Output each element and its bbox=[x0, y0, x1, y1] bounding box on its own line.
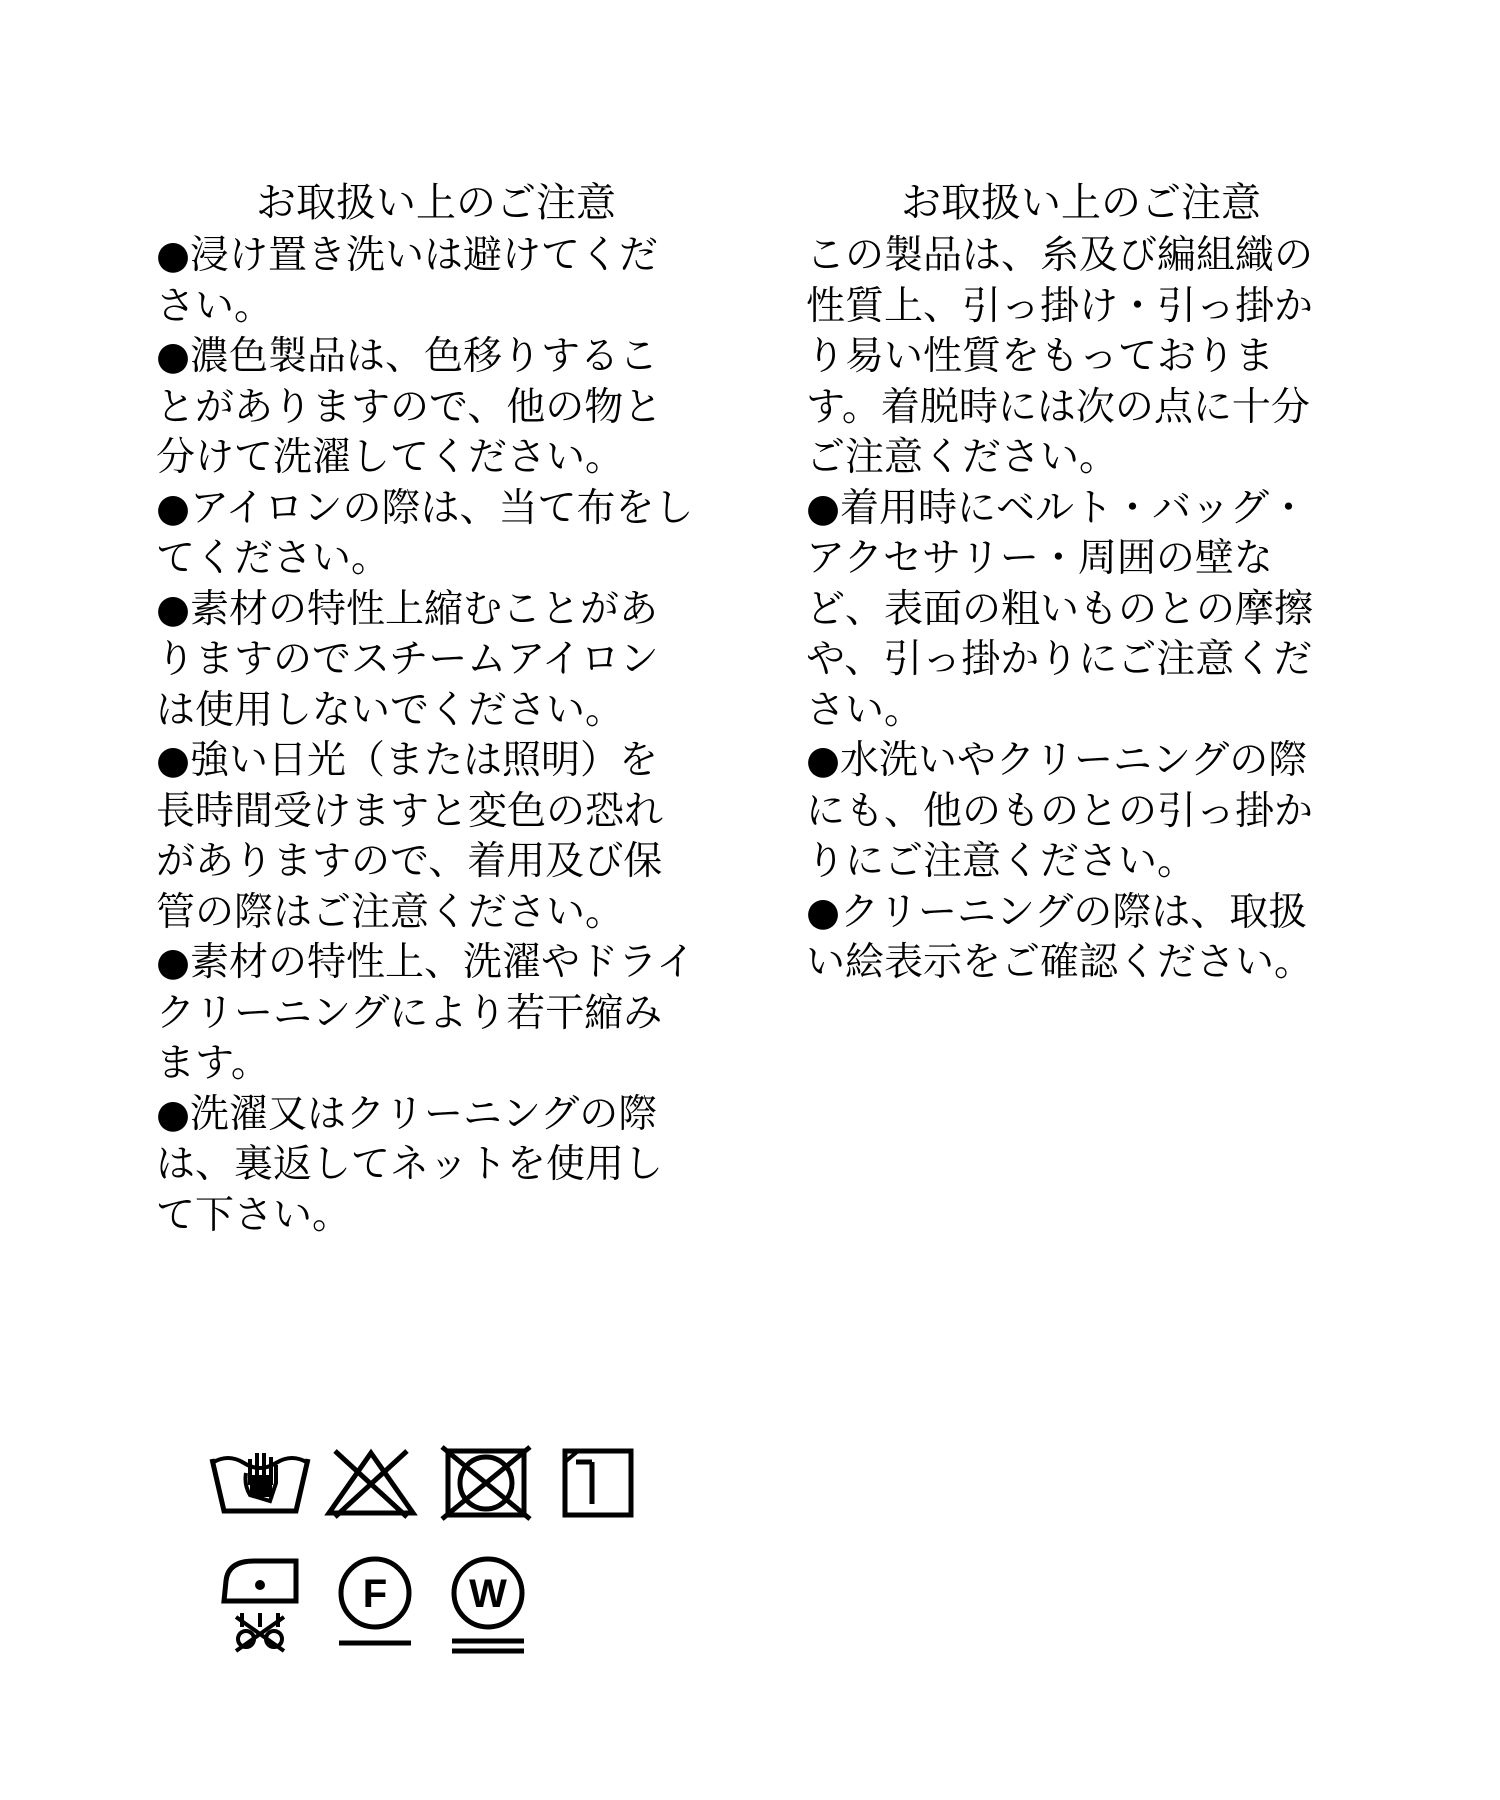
list-item: ●素材の特性上縮むことがありますのでスチームアイロンは使用しないでください。 bbox=[156, 586, 659, 733]
right-intro: この製品は、糸及び編組織の性質上、引っ掛け・引っ掛かり易い性質をもっております。着脱時には次の点に十分ご注意ください。 bbox=[806, 233, 1314, 480]
right-notice-list bbox=[806, 484, 1346, 989]
list-item: ●クリーニングの際は、取扱い絵表示をご確認ください。 bbox=[806, 889, 1314, 985]
wet-clean-w-icon bbox=[448, 1555, 528, 1655]
no-bleach-icon bbox=[325, 1447, 417, 1519]
list-item: ●着用時にベルト・バッグ・アクセサリー・周囲の壁など、表面の粗いものとの摩擦や、引っ掛かりにご注意ください。 bbox=[806, 485, 1314, 733]
list-item: ●水洗いやクリーニングの際にも、他のものとの引っ掛かりにご注意ください。 bbox=[806, 738, 1314, 884]
list-item: ●濃色製品は、色移りすることがありますので、他の物と分けて洗濯してください。 bbox=[156, 334, 663, 480]
dry-clean-f-icon bbox=[335, 1555, 415, 1650]
iron-low-no-steam-icon bbox=[220, 1555, 300, 1655]
right-column bbox=[806, 175, 1346, 989]
care-symbols bbox=[210, 1445, 650, 1675]
right-heading: お取扱い上のご注意 bbox=[901, 180, 1261, 226]
dry-clean-letter: F bbox=[362, 1572, 388, 1616]
hand-wash-icon bbox=[210, 1445, 310, 1525]
left-notice-list bbox=[156, 231, 696, 1241]
line-dry-icon bbox=[562, 1448, 634, 1518]
list-item: ●強い日光（または照明）を長時間受けますと変色の恐れがありますので、着用及び保管の際はご注意ください。 bbox=[156, 738, 664, 935]
wet-clean-letter: W bbox=[469, 1572, 507, 1616]
list-item: ●素材の特性上、洗濯やドライクリーニングにより若干縮みます。 bbox=[156, 940, 696, 1086]
no-tumble-dry-icon bbox=[440, 1445, 532, 1521]
left-heading: お取扱い上のご注意 bbox=[256, 180, 616, 226]
list-item: ●浸け置き洗いは避けてください。 bbox=[156, 233, 659, 329]
left-column bbox=[156, 175, 696, 1241]
list-item: ●アイロンの際は、当て布をしてください。 bbox=[156, 485, 694, 581]
list-item: ●洗濯又はクリーニングの際は、裏返してネットを使用して下さい。 bbox=[156, 1091, 664, 1238]
